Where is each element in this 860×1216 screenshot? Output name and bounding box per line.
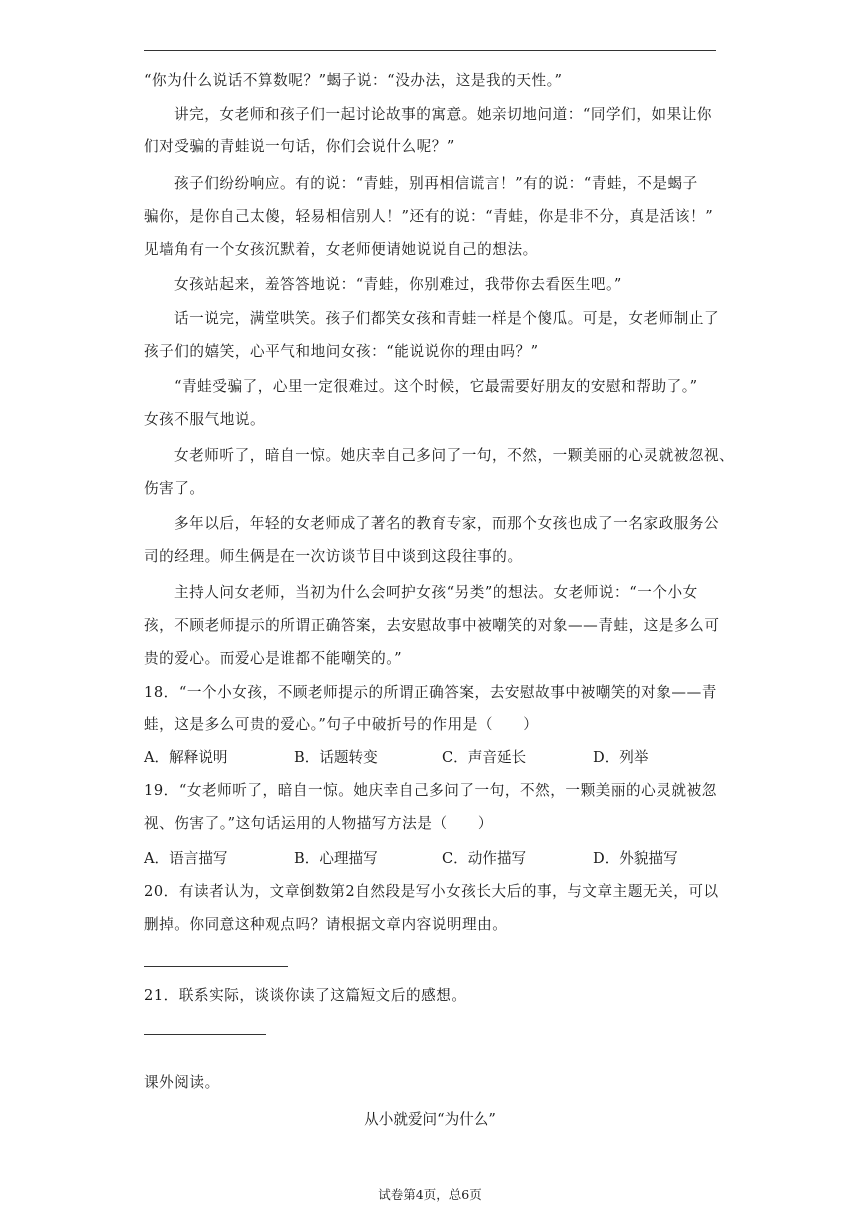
answer-line-21[interactable] [144,1034,266,1035]
passage-line: 骗你，是你自己太傻，轻易相信别人！”还有的说：“青蛙，你是非不分，真是活该！” [144,208,714,225]
option-c[interactable]: C．动作描写 [442,850,527,867]
passage-line: 女孩站起来，羞答答地说：“青蛙，你别难过，我带你去看医生吧。” [174,276,622,293]
question-19-stem: 视、伤害了。”这句话运用的人物描写方法是（ ） [144,815,494,832]
option-a[interactable]: A．语言描写 [144,850,228,867]
passage-line: 多年以后，年轻的女老师成了著名的教育专家，而那个女孩也成了一名家政服务公 [174,515,720,532]
passage-line: 司的经理。师生俩是在一次访谈节目中谈到这段往事的。 [144,548,523,565]
passage-line: “青蛙受骗了，心里一定很难过。这个时候，它最需要好朋友的安慰和帮助了。” [174,378,698,395]
passage-line: 伤害了。 [144,480,205,497]
section-label: 课外阅读。 [144,1074,220,1091]
passage-line: 孩子们的嬉笑，心平气和地问女孩：“能说说你的理由吗？” [144,343,539,360]
question-19-options [144,842,718,875]
passage-line: 女孩不服气地说。 [144,411,266,428]
option-d[interactable]: D．外貌描写 [593,850,678,867]
option-c[interactable]: C．声音延长 [442,749,527,766]
question-18-stem: 18．“一个小女孩，不顾老师提示的所谓正确答案，去安慰故事中被嘲笑的对象——青 [144,684,717,701]
passage-line: 孩子们纷纷响应。有的说：“青蛙，别再相信谎言！”有的说：“青蛙，不是蝎子 [174,175,698,192]
question-18-options [144,741,718,774]
question-20-stem: 删掉。你同意这种观点吗？请根据文章内容说明理由。 [144,916,508,933]
passage-line: 见墙角有一个女孩沉默着，女老师便请她说说自己的想法。 [144,241,538,258]
option-b[interactable]: B．话题转变 [294,749,378,766]
article-title: 从小就爱问“为什么” [364,1111,496,1128]
question-20-stem: 20．有读者认为，文章倒数第2自然段是写小女孩长大后的事，与文章主题无关，可以 [144,883,719,900]
passage-line: 话一说完，满堂哄笑。孩子们都笑女孩和青蛙一样是个傻瓜。可是，女老师制止了 [174,310,720,327]
passage-line: 们对受骗的青蛙说一句话，你们会说什么呢？” [144,138,455,155]
option-d[interactable]: D．列举 [593,749,649,766]
passage-line: 贵的爱心。而爱心是谁都不能嘲笑的。” [144,650,403,667]
question-18-stem: 蛙，这是多么可贵的爱心。”句子中破折号的作用是（ ） [144,716,539,733]
question-21-stem: 21．联系实际，谈谈你读了这篇短文后的感想。 [144,987,467,1004]
header-rule [144,50,716,51]
option-a[interactable]: A．解释说明 [144,749,228,766]
page-footer: 试卷第4页，总6页 [378,1187,482,1202]
question-19-stem: 19．“女老师听了，暗自一惊。她庆幸自己多问了一句，不然，一颗美丽的心灵就被忽 [144,782,717,799]
answer-line-20[interactable] [144,966,288,967]
passage-line: 主持人问女老师，当初为什么会呵护女孩“另类”的想法。女老师说：“一个小女 [174,584,698,601]
option-b[interactable]: B．心理描写 [294,850,378,867]
passage-line: 孩，不顾老师提示的所谓正确答案，去安慰故事中被嘲笑的对象——青蛙，这是多么可 [144,617,720,634]
passage-line: 讲完，女老师和孩子们一起讨论故事的寓意。她亲切地问道：“同学们，如果让你 [174,106,713,123]
passage-line: “你为什么说话不算数呢？”蝎子说：“没办法，这是我的天性。” [144,72,563,89]
passage-line: 女老师听了，暗自一惊。她庆幸自己多问了一句，不然，一颗美丽的心灵就被忽视、 [174,447,735,464]
